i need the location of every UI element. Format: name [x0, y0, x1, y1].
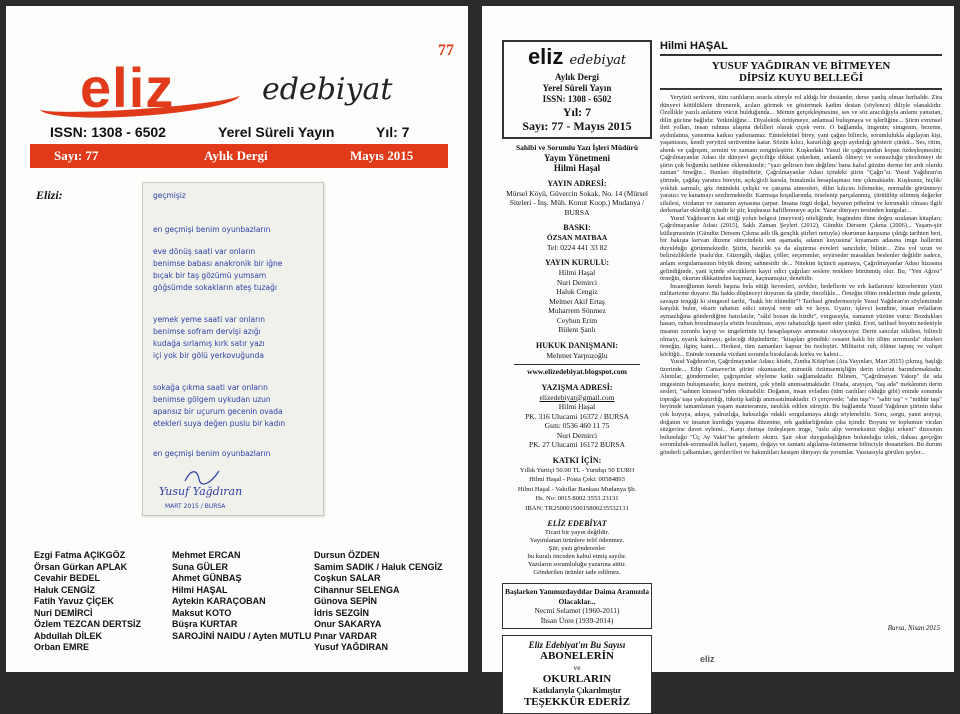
- contributor: Yusuf YAĞDIRAN: [314, 642, 389, 652]
- magazine-logo: [40, 56, 432, 119]
- logo-edebiyat-text: edebiyat: [262, 72, 393, 107]
- colophon-type: Aylık Dergi: [554, 72, 600, 82]
- contributor: Maksut KOTO: [172, 607, 232, 618]
- hw-line: eve dönüş saati var onların: [153, 247, 256, 256]
- article-body: [660, 94, 942, 456]
- contributors-column-3: [314, 550, 443, 654]
- board-member: Haluk Cengiz: [556, 287, 598, 296]
- contributor: Mehmet ERCAN: [172, 550, 241, 560]
- colophon-issue: Sayı: 77 - Mayıs 2015: [522, 119, 632, 133]
- mail-head: YAZIŞMA ADRESİ:: [541, 382, 613, 392]
- publication-type: Yerel Süreli Yayın: [218, 124, 335, 140]
- contributor: Cihannur SELENGA: [314, 584, 400, 595]
- contributor: Suna GÜLER: [172, 561, 229, 572]
- contributor: Günova SEPİN: [314, 596, 378, 606]
- article-paragraph: Yusuf Yağdıran'ın, Çağrılmayanlar Adası; kitabı, Zımba Kitap'tan (Ata Yayınları, Mart 2015) çıkmış, başlığı üzerinde... Edip Cansever'in şiirini okumasıdır, mimetik özümsemişliğin derin izlerini barındırmaktadır. Alıntılar, göndermeler, çağrışımlar söyleme katkı sağlamaktadır. Bilinen, "Çağrılmayan Yakup" ile ada imgesinin buluşmasıdır, kuyu metnini, çok yönlü anımsatmaktadır. Orada, arayışın, "taş ada" mekânının derin sesleri, "sahnen kimsesi"nden okunabilir. Doğanın, insan evladını (tüm canlıları olduğu gibi) eninde sonunda toprağa/ taşa yakıştırdığı, tüketip katlığı anımsatılmaktadır. O çerçevede; "ahn taşı"= "sahir taş" = "mühür taşı" beyimde tamamlanan yaşam mateteranını, tanıklık edilen süreçtir. Bu bağlamda Yusuf Yağdıran şiirinin daha çok kuyuya, adaya, yalnızlığa, haksızlığa odaklı sorgulamaya aktığı söylenebilir. Soru, sorgu, yanıt arayışı, doğanın ve insanın kurduğu yaşama düzenine, erk gaddarlığından çıka içindir. Boyutu ve toplumun vicdan süzgecine davet eylemi... Karşı duruşa özdeşleşen imge, "uslu alıp vermeksiniz değişi erkeni" dizesinin bulunduğu "Üç Ay Vakti"ne gönderir okuru. Şair okur duygudaşlığının bulunduğu izlek, dahası gerçeğin sorumluluk-sorunsallık halleri, yaşamı, doğayı ve zamanı algılama-özümseme bilinciyle donanırken. Bu durum gönderli çalkantıları, geriler/ileri ve hakımlıları kesişen dünyayı da yorumlar. Vasıtasıyla görülen şeyler...: [660, 358, 942, 456]
- contributor: Nuri DEMİRCİ: [34, 607, 93, 618]
- print-head: BASKI:: [563, 223, 591, 232]
- fee-line: Hs. No: 0015 8002 3553 23131: [535, 495, 619, 502]
- notice-line: Ticari bir yayın değildir.: [544, 529, 610, 536]
- band-frequency: Aylık Dergi: [204, 148, 268, 163]
- divider: [514, 364, 640, 365]
- signature-flourish-icon: [183, 467, 223, 485]
- article: [660, 40, 942, 456]
- memorial-name: Necmi Selamet (1960-2011): [534, 606, 620, 615]
- memorial-box: [502, 583, 652, 629]
- postal-line: Nuri Demirci: [556, 430, 598, 440]
- logo-eliz-text: eliz: [80, 56, 175, 119]
- board-member: Ceyhun Erim: [556, 315, 598, 325]
- contributor: Orban EMRE: [34, 642, 90, 652]
- print-tel: Tel: 0224 441 33 82: [546, 242, 608, 252]
- postal-line: Hilmi Haşal: [558, 402, 596, 411]
- hw-line: apansız bir uçurum gecenin ovada: [153, 407, 283, 416]
- cover-page: [6, 6, 468, 672]
- hw-line: benimse babası anakronik bir iğne: [153, 259, 283, 268]
- article-title-line-1: YUSUF YAĞDIRAN VE BİTMEYEN: [711, 60, 891, 72]
- thanks-box: [502, 635, 652, 714]
- year: Yıl: 7: [376, 124, 410, 140]
- contributor: Dursun ÖZDEN: [314, 550, 380, 560]
- colophon-logo-sub: edebiyat: [569, 53, 627, 68]
- hw-line: en geçmişi benim oyunbazların: [153, 449, 271, 458]
- board-member: Hilmi Haşal: [558, 268, 596, 277]
- board-member: Nuri Demirci: [556, 277, 598, 287]
- colophon-logo: [506, 46, 648, 72]
- postal-line: PK. 316 Ulucami 16372 / BURSA: [525, 411, 629, 421]
- legal-head: HUKUK DANIŞMANI:: [536, 340, 618, 350]
- handwritten-poem: [142, 182, 324, 516]
- contributor: Büşra KURTAR: [172, 619, 238, 629]
- thanks-contrib: Katkılarıyla Çıkarılmıştır: [532, 685, 622, 695]
- colophon-logo-main: eliz: [527, 44, 564, 69]
- band-date: Mayıs 2015: [350, 148, 414, 163]
- colophon-pub: Yerel Süreli Yayın: [542, 83, 612, 93]
- contributor: Onur SAKARYA: [314, 619, 382, 629]
- signature: Yusuf Yağdıran: [159, 485, 243, 498]
- notice-title: ELİZ EDEBİYAT: [547, 519, 607, 528]
- contributor: Abdullah DİLEK: [34, 630, 102, 641]
- poem-side-label: Elizi:: [36, 188, 63, 202]
- notice-line: bu kuralı önceden kabul etmiş sayılır.: [527, 553, 627, 560]
- contributor: Ezgi Fatma AÇIKGÖZ: [34, 550, 126, 560]
- hw-line: benimse sofram dervişi azığı: [153, 327, 261, 336]
- contributor: Samim SADIK / Haluk CENGİZ: [314, 561, 443, 572]
- hw-line: geçmişiz: [153, 191, 186, 200]
- hw-line: içi yok bir gölü yerkovuğunda: [153, 351, 264, 360]
- hw-line: yemek yeme saati var onların: [153, 315, 266, 324]
- thanks-readers: OKURLARIN: [542, 672, 612, 685]
- fee-line: Yıllık Yurtiçi 50.00 TL - Yurtdışı 50 EURO: [519, 466, 635, 474]
- colophon-year: Yıl: 7: [562, 105, 592, 119]
- contributor: Cevahir BEDEL: [34, 573, 101, 583]
- address-head: YAYIN ADRESİ:: [547, 178, 607, 188]
- colophon-header: [502, 40, 652, 139]
- thanks-head: Eliz Edebiyat'ın Bu Sayısı: [528, 640, 626, 650]
- article-paragraph: İnsanoğlunun kendi başına bela ettiği hevesleri, zevkler, hedeflerin ve erk katlarının/ kürselerinin yüzü militarizme duyarır. Bu hakkı düşünceyi duyurun da şiirdir, öncelikle... Örneğin ölüm renklerinin önde gelenin, savaşın tengiği ki simgesel tarihi, "hakk bir ölümdür"! Tarihsel göndermesiyle Yusuf Yağdıran'ın söylemiinde karşılık bulur, okuru rahatsız edici simyal verir adı ve koyu. Uyarır, işlevci kendine, insan evlatların aymazlığına gönderdiğine hatırlatılır, "sâlıl bozan da bizdir", vurgusuyla, zamanın yüzüne vurur. Bozdukları hasarı, ruhun bozulmasıyla sözün bozulması, aynı rahatsızlığı işaret eder çünkü. Evet, tarihsel boyutu nedeniyle insanın zorunlu kayıp ve imgelerinin içi hesaplaşmayı anımsatır okuyucuya: Derin sancılar silsilesi, bilincli olmayı, uyarık kalmayı, geleceği düşündürür; "kitapları gömdük/ cesaret haklı bir ölüm sırrımızda" dizeleri örneğin, ilginç kanıt... Herkesi, tüm zamanları kapsar bu özeleştiri. Militarist ruh, ölüme tapınç ve vahşet körlüğü... Eninde sonunda vicdani sorumlu bırakılacak korku ve kalesi...: [660, 282, 942, 358]
- hw-line: sokağa çıkma saati var onların: [153, 383, 268, 392]
- contributors-column-1: [34, 550, 141, 654]
- editor-name: Hilmi Haşal: [553, 162, 601, 173]
- article-sign: Bursa, Nisan 2015: [887, 624, 940, 632]
- hw-line: en geçmişi benim oyunbazların: [153, 225, 271, 234]
- hw-line: kudağa sırlamış kırk satır yazı: [153, 339, 265, 348]
- contributor: Aytekin KARAÇOBAN: [172, 596, 266, 606]
- contributor: İdris SEZGİN: [314, 607, 370, 618]
- contributor: Pınar VARDAR: [314, 630, 377, 641]
- editor-title: Yayın Yönetmeni: [544, 152, 610, 163]
- website-link[interactable]: www.elizedebiyat.blogspot.com: [527, 367, 627, 376]
- article-page: [482, 6, 954, 708]
- colophon: [502, 40, 652, 714]
- contributor: Ahmet GÜNBAŞ: [172, 573, 242, 583]
- board-member: Muharrem Sönmez: [548, 306, 606, 315]
- contributors-column-2: [172, 550, 311, 642]
- issn: ISSN: 1308 - 6502: [50, 124, 166, 140]
- address: Mürsel Köyü, Güvercin Sokak, No. 14 (Mürsel Siteleri - İnş. Müh. Konut Koop.) Mudanya / BURSA: [506, 188, 648, 217]
- issue-number: 77: [438, 42, 454, 59]
- notice-line: Gönderilen ürünler iade edilmez.: [533, 569, 621, 576]
- print-name: ÖZSAN MATBAA: [546, 233, 608, 242]
- article-paragraph: Yeryüzü serüveni, tüm canlıların ısrarla süreyle rol aldığı bir destandır, derse yanlış olmaz herhalde. Zira dünyevi kötülüklere direnerek, acıları görmek ve göstermek kadim destan (söylence) diliyle olanaklıdır. Özellikle yazılı anlatımı vücut bulduğunda... Metnin gerçekleşmesine, ses ve söz aracılığıyla anlamı yansıtan, dilin gücüne bağlıdır. Yetkinliğine... Diyalektik örtüşmeye, anlamsal buluşmaya ve işlerliğine... Şiirin evrensel ileti yolları, insan ruhuna ulaşma delilleri olarak çiçek verir. O bağlamda, imgenin; simgenin, bezeme, aydınlatma, yansıtma katkısı yadsınamaz. Emtelektüel birey, yani çağını bilincle, sorumlulukla algılayan kişi, yaşantısını, kendi yeryüzü serüvenine katar. Sözün kılıcı, kararlılığı geçip aydınlığı gösterir çünkü... Ses, ritim, ahenk ve çağrışım, zemini ve zamanı zenginleştirir. Kuşkudaki Yusuf ile çağrışımdan kopan özdeşleşmesini; Çağrılmayanlar Adası ile dünyevi geçiciliğe dikkat çekerken, anlamlı ölmeyi ve sonsuzluğu yüceltmeyi de şiirin çok boğumlu tarihine eklemektedir; "yazı gelirsen ben değilim/ bana kalsıl güzüm derme bir ardı olurdu zaman" örneğin... Bunları düşündürür, Çağrılmayanlar Adası içindeki şiirin "Çağrı"sı. Yusuf Yağdıran'ın şiirinde, çağdaş yaratıcı bireyin, açık/gizli kaosla, bunalımla hesaplaşması öne çıkmaktadır. Kuşkusuz, hiçlik/ yokluk sarmalı, göz önündeki çelişki ve çatışma atmosferi, dilin kılıcını bilemekte, normalde görünmeyi yaratıcı ve kanamayı sezdirmektedir. Karmaşa koşullarında, örselenip parçalanmış, çürütülüp silinmiş değerler silsilesi, vicdanın ve zamanın aynasına çarpar. İnsana özgü doğal, beyanın pöhelmi ve korunaklı olması ilgili derkenarlar eklediği içindir ki şiir, kuşkusuz hafiflenmeye açılır. Yazar dünyayı tersinden kurgular...: [660, 94, 942, 215]
- contributor: Fatih Yavuz ÇİÇEK: [34, 596, 114, 606]
- board-member: Bülent Şanlı: [558, 325, 596, 334]
- hw-line: benimse gölgem uykudan uzun: [153, 395, 271, 404]
- fee-line: Hilmi Haşal - Vakıflar Bankası Mudanya Şb.: [517, 485, 637, 493]
- notice-line: Yazıların sorumluluğu yazarına aittir.: [527, 561, 627, 568]
- postal-line: Gsm: 0536 460 11 75: [544, 421, 610, 430]
- issue-band: [30, 144, 448, 168]
- contributor: Özlem TEZCAN DERTSİZ: [34, 619, 142, 629]
- colophon-issn: ISSN: 1308 - 6502: [542, 94, 612, 104]
- memorial-head: Başlarken Yanımızdaydılar Daima Aramızda Olacaklar...: [505, 587, 649, 606]
- hw-line: göğsümde sokakların ateş tuzağı: [153, 283, 277, 292]
- contributor: Haluk CENGİZ: [34, 584, 96, 595]
- email-link[interactable]: elizedebiyat@gmail.com: [539, 392, 615, 402]
- fee-line: Hilmi Haşal - Posta Çeki: 00584893: [529, 476, 625, 483]
- fee-head: KATKI İÇİN:: [552, 455, 602, 465]
- signature-date: MART 2015 / BURSA: [165, 503, 226, 510]
- article-paragraph: Yusuf Yağdıran'ın kat ettiği yolun belgesi (meyvesi) niteliğinde, bugünden düne doğru sıralanan kitapları; Çağrılmayanlar Adası (2015), Sakh Zaman Şeyleri (2012), Gündüz Dersem Çıkma (2006)... Yaşam-şiir külleşmesinin (Gündüz Dersem Çıkma adlı ilk gençlik şiirleri notuyla) okurunun karşısına çıktığı tarihten beri, bir bakışta kervan düzene sürecindeki son aşamada, adanın kuyusuna' kıyamam adasına imge hallerini duyulduğu görünmektedir. Şiirin, hazırlık ya da alıştırma evreleri sancılıdır, bilinir... Zira yol uzun ve belirsizliklerle 'puslu'dur. Güzergâh, dağlar, çöller, seçemmler, seyirseder masaldan beslenler değildir sadece, anlam sorgulamasının büyük direnç sahnesidir de... Nitekim üçüncü aşamaya, Çağrılmayanlar Adası hizasına gelindiğinde, yani içinde sözcüklerin kayıt edici çağrıları seslere renklere bürünmüş olur. Bu, "Yen Ağrısı" örneğin, okurun dikkatinden kaçmaz, kaçmamıştır, denebilir.: [660, 214, 942, 283]
- thanks-and: ve: [573, 663, 581, 672]
- memorial-name: İhsan Üren (1939-2014): [540, 615, 614, 625]
- article-author: Hilmi HAŞAL: [660, 40, 728, 52]
- footer-logo: eliz: [700, 654, 715, 664]
- contributor: Hilmi HAŞAL: [172, 584, 228, 595]
- board-head: YAYIN KURULU:: [544, 258, 610, 267]
- notice-line: Yayımlanan ürünlere telif ödenmez.: [529, 537, 625, 544]
- legal-name: Mehmet Yarpuzoğlu: [546, 350, 608, 360]
- board-member: Melmet Akif Ertaş: [549, 296, 605, 306]
- contributor: Örsan Gürkan APLAK: [34, 561, 128, 572]
- article-title: [660, 54, 942, 90]
- contributor: SAROJİNİ NAIDU / Ayten MUTLU: [172, 630, 312, 641]
- hw-line: bıçak bir taş gözümü yumsam: [153, 271, 267, 280]
- thanks-final: TEŞEKKÜR EDERİZ: [523, 695, 631, 708]
- hw-line: etekleri suya değen puslu bir kadın: [153, 419, 286, 428]
- band-issue: Sayı: 77: [54, 148, 99, 163]
- notice-line: Şiir, yazı gönderenler: [548, 545, 606, 552]
- article-title-line-2: DİPSİZ KUYU BELLEĞİ: [738, 72, 864, 84]
- contributor: Coşkun SALAR: [314, 573, 381, 583]
- owner-title: Sahibi ve Sorumlu Yazı İşleri Müdürü: [515, 143, 639, 152]
- fee-line: IBAN: TR25000150015800235532131: [525, 504, 629, 512]
- thanks-subscribers: ABONELERİN: [540, 650, 614, 662]
- postal-line: PK. 27 Ulucami 16172 BURSA: [528, 440, 626, 449]
